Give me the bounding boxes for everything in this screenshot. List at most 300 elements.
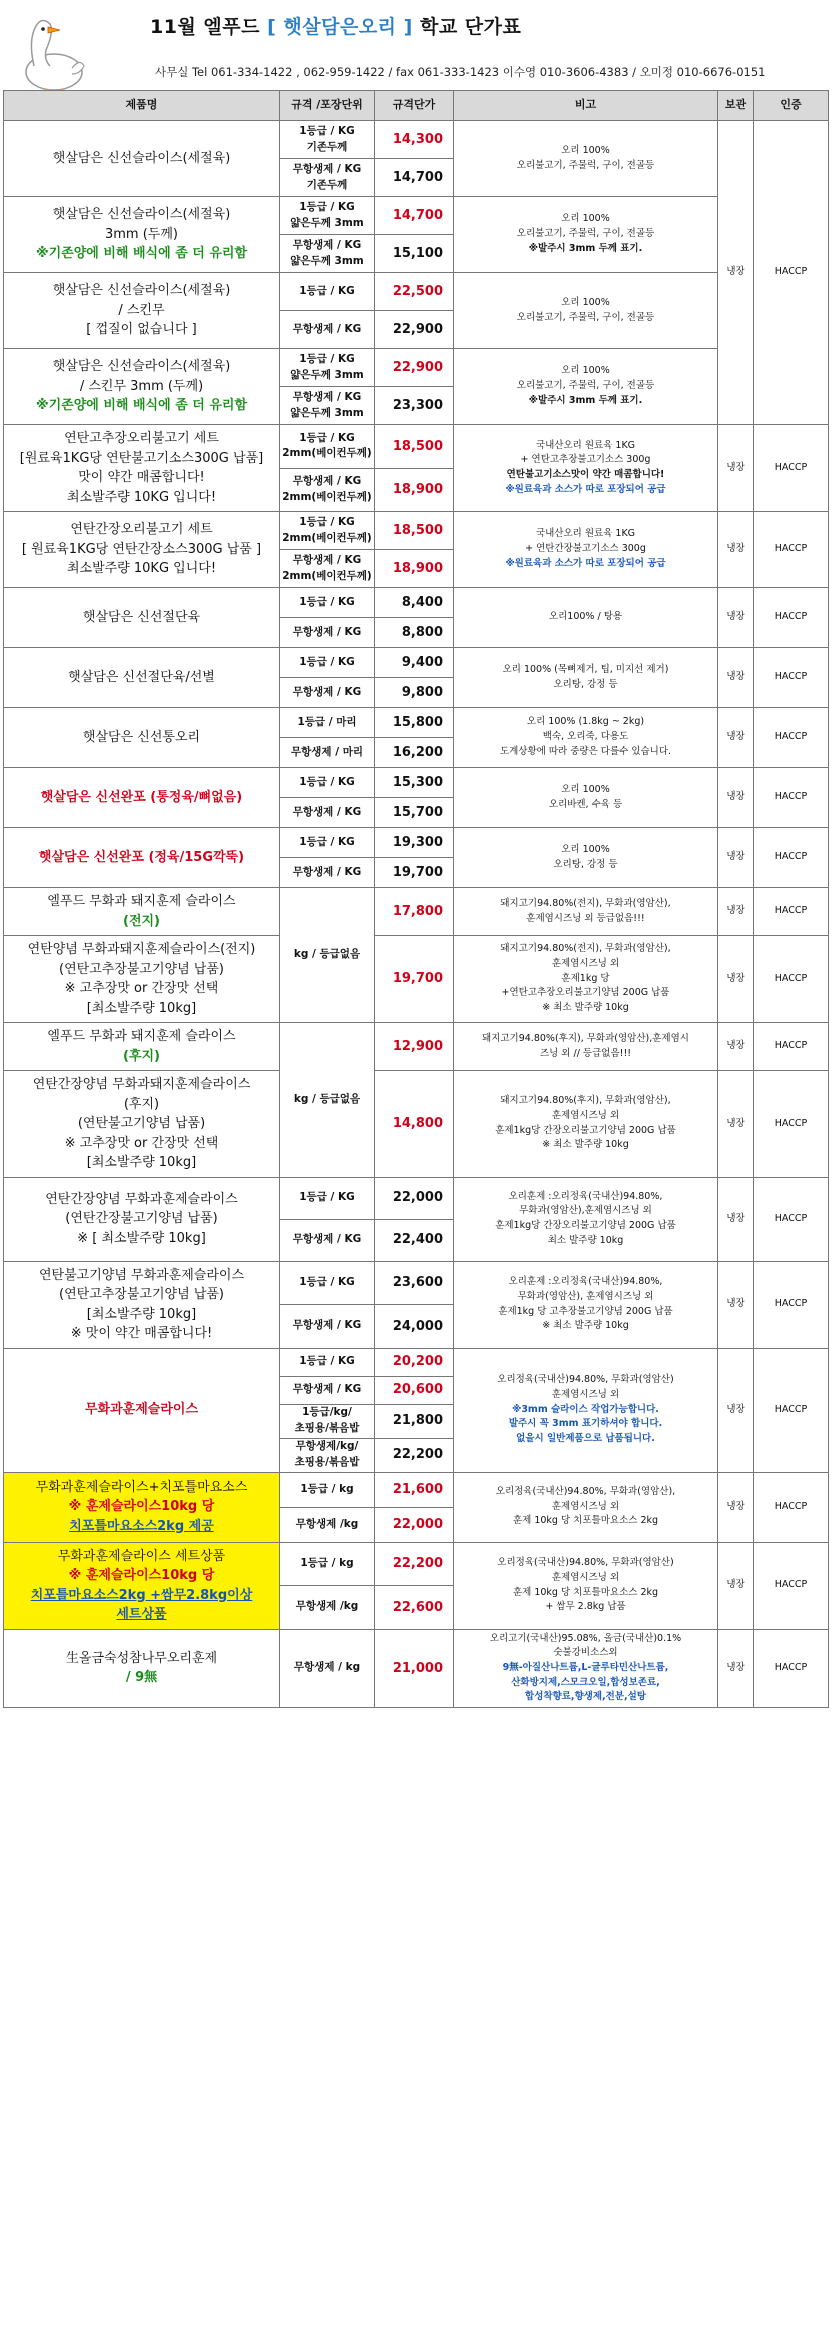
product-name-blue: 세트상품 (116, 1607, 167, 1622)
storage-cell: 냉장 (718, 768, 754, 828)
price-cell: 18,900 (375, 550, 454, 588)
cert-cell: HACCP (754, 1071, 829, 1178)
price-cell: 15,100 (375, 235, 454, 273)
product-name-line: 최소발주량 10KG 입니다! (66, 561, 217, 577)
spec-cell (280, 768, 375, 798)
spec-line: 2mm(베이컨두께) (282, 569, 372, 582)
product-name-green: (전지) (123, 913, 160, 929)
title-prefix: 11월 엘푸드 (150, 16, 260, 38)
product-name-line: ※ [ 최소발주량 10kg] (77, 1230, 206, 1246)
product-name (4, 425, 280, 512)
column-header: 보관 (718, 91, 754, 121)
spec-line: 초핑용/볶음밥 (294, 1456, 360, 1468)
cert-cell: HACCP (754, 1348, 829, 1472)
spec-line: 1등급 / 마리 (297, 715, 357, 728)
spec-line: 초핑용/볶음밥 (294, 1422, 360, 1434)
product-name (4, 1023, 280, 1071)
cert-cell: HACCP (754, 1177, 829, 1261)
spec-line: 1등급 / KG (299, 835, 355, 848)
product-name-line: 연탄간장오리불고기 세트 (70, 522, 213, 538)
product-note (454, 1261, 718, 1348)
note-blue: 9無-아질산나트륨,L-글루타민산나트륨, (502, 1661, 669, 1673)
spec-line: 무항생제 /kg (295, 1517, 359, 1530)
product-note (454, 828, 718, 888)
spec-cell (280, 512, 375, 550)
product-note (454, 648, 718, 708)
table-row (4, 648, 829, 678)
note-bold: ※발주시 3mm 두께 표기. (528, 394, 643, 406)
table-row (4, 828, 829, 858)
column-header: 규격 /포장단위 (280, 91, 375, 121)
price-cell: 9,800 (375, 678, 454, 708)
note-line: 오리 100% (561, 843, 610, 855)
note-line: 무화과(영암산), 훈제염시즈닝 외 (517, 1290, 654, 1302)
product-name (4, 768, 280, 828)
price-cell: 22,000 (375, 1177, 454, 1219)
note-line: + 쌈무 2.8kg 납품 (545, 1601, 626, 1613)
product-name-green: / 9無 (125, 1670, 158, 1686)
product-name-line: 햇살담은 신선슬라이스(세절육) (52, 207, 231, 223)
spec-cell (280, 1261, 375, 1305)
spec-line: 무항생제 /kg (295, 1600, 359, 1613)
note-line: 돼지고기94.80%(전지), 무화과(영암산), (500, 943, 671, 955)
product-note (454, 1177, 718, 1261)
price-cell: 22,000 (375, 1507, 454, 1542)
note-line: 돼지고기94.80%(후지), 무화과(영암산),훈제염시 (482, 1032, 689, 1044)
product-note (454, 349, 718, 425)
note-line: ※ 최소 발주량 10kg (542, 1139, 629, 1151)
product-note (454, 512, 718, 588)
product-name-blue: 치포틀마요소스2kg +쌈무2.8kg이상 (30, 1587, 253, 1603)
price-cell: 15,800 (375, 708, 454, 738)
product-name (4, 1261, 280, 1348)
product-name-line: 연탄간장양념 무화과돼지훈제슬라이스 (32, 1077, 251, 1092)
storage-cell: 냉장 (718, 1071, 754, 1178)
product-name-line: 3mm (두께) (105, 226, 178, 242)
price-cell: 9,400 (375, 648, 454, 678)
spec-cell (280, 550, 375, 588)
price-cell: 22,900 (375, 311, 454, 349)
product-name-line: (연탄불고기양념 납품) (77, 1116, 206, 1131)
spec-cell (280, 425, 375, 469)
spec-line: 무항생제 / KG (292, 1233, 362, 1246)
price-cell: 22,400 (375, 1219, 454, 1261)
spec-line: 기존두께 (306, 140, 348, 153)
spec-cell (280, 648, 375, 678)
spec-cell: kg / 등급없음 (280, 1023, 375, 1178)
storage-cell: 냉장 (718, 1472, 754, 1542)
product-name (4, 1472, 280, 1542)
note-bold: ※발주시 3mm 두께 표기. (528, 242, 643, 254)
spec-cell (280, 798, 375, 828)
product-name-green: ※기존양에 비해 배식에 좀 더 유리함 (35, 246, 248, 262)
spec-cell (280, 197, 375, 235)
cert-cell: HACCP (754, 888, 829, 936)
cert-cell: HACCP (754, 588, 829, 648)
spec-cell (280, 159, 375, 197)
table-row (4, 1629, 829, 1708)
note-line: 훈제염시즈닝 외 (551, 1571, 620, 1583)
spec-line: 1등급 / KG (299, 352, 355, 365)
note-line: 훈제염시즈닝 외 (551, 1500, 620, 1512)
cert-cell: HACCP (754, 828, 829, 888)
storage-cell: 냉장 (718, 828, 754, 888)
cert-cell: HACCP (754, 1542, 829, 1629)
spec-line: 2mm(베이컨두께) (282, 531, 372, 544)
note-line: 오리고기(국내산)95.08%, 올금(국내산)0.1% (489, 1632, 682, 1644)
storage-cell: 냉장 (718, 425, 754, 512)
spec-cell (280, 1376, 375, 1404)
product-name-line: 生올금숙성참나무오리훈제 (65, 1650, 218, 1666)
product-note (454, 425, 718, 512)
product-name-line: 무화과훈제슬라이스+치포틀마요소스 (35, 1479, 248, 1495)
product-name-line: [ 껍질이 없습니다 ] (86, 322, 197, 338)
spec-cell (280, 1219, 375, 1261)
product-note (454, 1472, 718, 1542)
note-line: 오리 100% (561, 365, 610, 377)
product-name-line: 연탄불고기양념 무화과훈제슬라이스 (38, 1267, 245, 1283)
spec-line: 무항생제 / KG (292, 1319, 362, 1332)
spec-line: 무항생제 / 마리 (290, 745, 363, 758)
table-row (4, 512, 829, 550)
price-cell: 19,300 (375, 828, 454, 858)
note-line: 오리100% / 탕용 (548, 611, 623, 623)
note-line: 최소 발주량 10kg (547, 1234, 624, 1246)
product-note (454, 1542, 718, 1629)
product-name-line: ※ 고추장맛 or 간장맛 선택 (64, 981, 219, 996)
price-cell: 21,000 (375, 1629, 454, 1708)
product-name (4, 273, 280, 349)
table-row (4, 1177, 829, 1219)
table-row (4, 1542, 829, 1586)
table-row (4, 1023, 829, 1071)
note-line: 국내산오리 원료육 1KG (535, 528, 636, 540)
note-line: 오리탕, 강정 등 (553, 678, 618, 690)
price-cell: 19,700 (375, 936, 454, 1023)
product-note (454, 888, 718, 936)
table-row (4, 273, 829, 311)
spec-cell (280, 121, 375, 159)
price-cell: 15,700 (375, 798, 454, 828)
product-name (4, 1348, 280, 1472)
note-line: 오리불고기, 주물럭, 구이, 전골등 (516, 159, 655, 171)
spec-cell (280, 1305, 375, 1349)
product-name-line: / 스킨무 3mm (두께) (79, 378, 204, 394)
product-name (4, 648, 280, 708)
note-line: 훈제염시즈닝 외 (551, 1388, 620, 1400)
price-table (3, 90, 829, 1708)
product-name-red: 햇살담은 신선완포 (통정육/뼈없음) (40, 789, 243, 805)
price-cell: 18,500 (375, 425, 454, 469)
note-line: 오리훈제 :오리정육(국내산)94.80%, (508, 1276, 663, 1288)
product-note (454, 1348, 718, 1472)
storage-cell: 냉장 (718, 1348, 754, 1472)
spec-line: 2mm(베이컨두께) (282, 490, 372, 503)
storage-cell: 냉장 (718, 512, 754, 588)
table-row (4, 1472, 829, 1507)
spec-line: 1등급 / KG (299, 124, 355, 137)
storage-cell: 냉장 (718, 936, 754, 1023)
note-line: 훈제염시즈닝 외 등급없음!!! (526, 912, 645, 924)
note-line: 오리불고기, 주물럭, 구이, 전골등 (516, 311, 655, 323)
storage-cell: 냉장 (718, 648, 754, 708)
product-note (454, 588, 718, 648)
price-cell: 8,800 (375, 618, 454, 648)
spec-line: 1등급 / KG (299, 515, 355, 528)
spec-cell (280, 1177, 375, 1219)
product-name-blue: 치포틀마요소스2kg 제공 (69, 1518, 214, 1534)
product-name-line: (연탄고추장불고기양념 납품) (59, 1287, 224, 1302)
product-name-line: [최소발주량 10kg] (86, 1306, 197, 1322)
note-line: 오리정육(국내산)94.80%, 무화과(영암산) (497, 1374, 674, 1386)
table-row (4, 425, 829, 469)
product-name-line: 햇살담은 신선슬라이스(세절육) (52, 150, 231, 166)
table-row (4, 121, 829, 159)
page-title (150, 12, 521, 39)
product-note (454, 1629, 718, 1708)
note-line: 즈닝 외 // 등급없음!!! (539, 1047, 632, 1059)
storage-cell: 냉장 (718, 1542, 754, 1629)
product-name (4, 512, 280, 588)
product-name-line: 무화과훈제슬라이스 세트상품 (57, 1548, 226, 1564)
spec-cell (280, 468, 375, 512)
product-name (4, 1629, 280, 1708)
spec-line: 무항생제 / KG (292, 390, 362, 403)
product-name-line: / 스킨무 (118, 302, 165, 318)
product-name-red: ※ 훈제슬라이스10kg 당 (68, 1499, 215, 1515)
product-name-line: 햇살담은 신선통오리 (82, 729, 201, 745)
product-name-line: (연탄고추장불고기양념 납품) (59, 961, 224, 977)
spec-line: 얇은두께 3mm (290, 406, 364, 419)
cert-cell: HACCP (754, 936, 829, 1023)
note-line: 무화과(영암산),훈제염시즈닝 외 (519, 1205, 652, 1217)
price-cell: 22,200 (375, 1542, 454, 1586)
spec-line: 무항생제 / KG (292, 685, 362, 698)
cert-cell: HACCP (754, 1629, 829, 1708)
spec-cell (280, 708, 375, 738)
product-name-line: ※ 맛이 약간 매콤합니다! (70, 1326, 213, 1341)
product-name-line: 햇살담은 신선슬라이스(세절육) (52, 283, 231, 299)
table-row (4, 197, 829, 235)
spec-line: 1등급 / kg (300, 1482, 354, 1495)
product-name-line: [최소발주량 10kg] (86, 1000, 197, 1016)
price-cell: 14,700 (375, 159, 454, 197)
price-cell: 15,300 (375, 768, 454, 798)
spec-line: 1등급 / KG (299, 200, 355, 213)
cert-cell: HACCP (754, 512, 829, 588)
price-cell: 23,300 (375, 387, 454, 425)
note-line: 숫불강비소스외 (553, 1647, 618, 1659)
price-cell: 14,300 (375, 121, 454, 159)
price-cell: 23,600 (375, 1261, 454, 1305)
table-row (4, 936, 829, 1023)
column-header: 인증 (754, 91, 829, 121)
spec-line: 1등급 / KG (299, 595, 355, 608)
spec-line: 얇은두께 3mm (290, 216, 364, 229)
product-name-line: [원료육1KG당 연탄불고기소스300G 납품] (19, 450, 264, 466)
note-blue: 없을시 일반제품으로 납품됩니다. (516, 1433, 655, 1445)
cert-cell: HACCP (754, 121, 829, 425)
product-note (454, 708, 718, 768)
note-blue: ※원료육과 소스가 따로 포장되어 공급 (505, 557, 666, 569)
spec-cell (280, 1438, 375, 1472)
note-line: 오리탕, 강정 등 (553, 858, 618, 870)
price-cell: 22,200 (375, 1438, 454, 1472)
product-name-red: 햇살담은 신선완포 (정육/15G깍뚝) (38, 849, 245, 865)
note-line: 국내산오리 원료육 1KG (535, 439, 636, 451)
spec-line: 무항생제 / KG (292, 475, 362, 487)
note-blue: ※3mm 슬라이스 작업가능합니다. (512, 1403, 659, 1415)
product-note (454, 273, 718, 349)
spec-cell (280, 1542, 375, 1586)
spec-line: 무항생제 / KG (292, 238, 362, 251)
product-name (4, 1542, 280, 1629)
product-name-line: [ 원료육1KG당 연탄간장소스300G 납품 ] (21, 541, 262, 557)
product-name (4, 1071, 280, 1178)
column-header: 비고 (454, 91, 718, 121)
product-name (4, 708, 280, 768)
note-line: 오리정육(국내산)94.80%, 무화과(영암산) (497, 1557, 674, 1569)
note-blue: 발주시 꼭 3mm 표기하셔야 합니다. (508, 1418, 663, 1430)
price-cell: 21,600 (375, 1472, 454, 1507)
spec-line: 무항생제 / KG (292, 625, 362, 638)
note-line: 오리 100% (목뼈제거, 팁, 미지선 제거) (502, 663, 669, 675)
product-note (454, 1023, 718, 1071)
spec-line: 1등급 / KG (299, 1355, 355, 1368)
spec-line: 무항생제 / KG (292, 162, 362, 175)
spec-line: 무항생제 / KG (292, 865, 362, 878)
note-line: 오리 100% (561, 296, 610, 308)
contact-info: 사무실 Tel 061-334-1422 , 062-959-1422 / fax 061-333-1423 이수영 010-3606-4383 / 오미정 010-6676-0151 (155, 65, 766, 79)
storage-cell: 냉장 (718, 1177, 754, 1261)
spec-line: 1등급 / KG (299, 431, 355, 444)
price-cell: 22,500 (375, 273, 454, 311)
storage-cell: 냉장 (718, 1023, 754, 1071)
product-name (4, 588, 280, 648)
spec-cell (280, 1348, 375, 1376)
storage-cell: 냉장 (718, 888, 754, 936)
spec-line: 무항생제 / KG (292, 805, 362, 818)
note-line: 오리 100% (561, 783, 610, 795)
note-line: 훈제 10kg 당 치포틀마요소스 2kg (512, 1515, 659, 1527)
cert-cell: HACCP (754, 1261, 829, 1348)
storage-cell: 냉장 (718, 708, 754, 768)
spec-cell (280, 738, 375, 768)
product-name-green: ※기존양에 비해 배식에 좀 더 유리함 (35, 398, 248, 414)
note-line: +연탄고추장오리불고기양념 200G 납품 (501, 987, 670, 999)
cert-cell: HACCP (754, 1472, 829, 1542)
product-name-line: (후지) (123, 1096, 160, 1112)
price-cell: 20,200 (375, 1348, 454, 1376)
note-line: 도계상황에 따라 중량은 다를수 있습니다. (499, 745, 672, 757)
spec-line: 무항생제 / kg (293, 1661, 361, 1674)
spec-cell (280, 618, 375, 648)
price-cell: 8,400 (375, 588, 454, 618)
spec-line: 기존두께 (306, 178, 348, 191)
note-line: 오리 100% (1.8kg ~ 2kg) (526, 716, 645, 728)
product-name-line: 연탄간장양념 무화과훈제슬라이스 (45, 1191, 238, 1207)
cert-cell: HACCP (754, 1023, 829, 1071)
storage-cell: 냉장 (718, 1629, 754, 1708)
note-line: 오리불고기, 주물럭, 구이, 전골등 (516, 228, 655, 240)
product-name (4, 349, 280, 425)
price-cell: 22,600 (375, 1586, 454, 1630)
product-name-line: 햇살담은 신선절단육 (82, 609, 201, 625)
spec-line: 1등급/kg/ (302, 1406, 352, 1419)
product-note (454, 121, 718, 197)
spec-cell (280, 588, 375, 618)
spec-line: 1등급 / KG (299, 1191, 355, 1204)
note-line: 백숙, 오리죽, 다용도 (542, 731, 629, 743)
price-cell: 18,500 (375, 512, 454, 550)
product-note (454, 936, 718, 1023)
note-line: 돼지고기94.80%(전지), 무화과(영암산), (500, 897, 671, 909)
product-note (454, 197, 718, 273)
spec-cell (280, 858, 375, 888)
product-name-line: (연탄간장불고기양념 납품) (65, 1211, 218, 1227)
product-name (4, 888, 280, 936)
product-name-line: 최소발주량 10KG 입니다! (66, 489, 217, 505)
product-name-red: 무화과훈제슬라이스 (84, 1402, 199, 1418)
table-row (4, 1348, 829, 1376)
note-line: 오리 100% (561, 144, 610, 156)
note-line: 돼지고기94.80%(후지), 무화과(영암산), (500, 1095, 671, 1107)
spec-line: 2mm(베이컨두께) (282, 447, 372, 460)
note-line: + 연탄고추장불고기소스 300g (520, 454, 651, 466)
product-name-line: 햇살담은 신선슬라이스(세절육) (52, 359, 231, 375)
table-row (4, 888, 829, 936)
spec-cell (280, 387, 375, 425)
table-row (4, 349, 829, 387)
product-name-red: ※ 훈제슬라이스10kg 당 (68, 1568, 215, 1583)
product-name-line: 엘푸드 무화과 돼지훈제 슬라이스 (47, 894, 236, 909)
product-note (454, 768, 718, 828)
price-cell: 14,700 (375, 197, 454, 235)
price-cell: 14,800 (375, 1071, 454, 1178)
product-name (4, 1177, 280, 1261)
storage-cell: 냉장 (718, 121, 754, 425)
title-suffix: 학교 단가표 (419, 16, 522, 38)
spec-line: 무항생제 / KG (292, 322, 362, 335)
note-line: 훈제1kg 당 (561, 972, 610, 984)
spec-line: 1등급 / KG (299, 775, 355, 788)
product-name-line: 엘푸드 무화과 돼지훈제 슬라이스 (47, 1029, 236, 1044)
spec-cell (280, 273, 375, 311)
spec-cell (280, 678, 375, 708)
cert-cell: HACCP (754, 768, 829, 828)
price-cell: 12,900 (375, 1023, 454, 1071)
spec-line: 1등급 / kg (300, 1556, 354, 1569)
product-name-line: 맛이 약간 매콤합니다! (78, 470, 205, 485)
price-cell: 19,700 (375, 858, 454, 888)
product-name (4, 936, 280, 1023)
spec-cell (280, 349, 375, 387)
column-header: 규격단가 (375, 91, 454, 121)
table-row (4, 1261, 829, 1305)
note-line: 훈제염시즈닝 외 (551, 1110, 620, 1122)
table-header-row (4, 91, 829, 121)
note-line: ※ 최소 발주량 10kg (542, 1320, 629, 1332)
column-header: 제품명 (4, 91, 280, 121)
table-row (4, 708, 829, 738)
note-line: 훈제 10kg 당 치포틀마요소스 2kg (512, 1586, 659, 1598)
product-name (4, 828, 280, 888)
spec-cell (280, 1404, 375, 1438)
storage-cell: 냉장 (718, 1261, 754, 1348)
note-line: 오리정육(국내산)94.80%, 무화과(영암산), (495, 1485, 676, 1497)
product-name-line: 연탄고추장오리불고기 세트 (64, 431, 219, 446)
price-cell: 24,000 (375, 1305, 454, 1349)
